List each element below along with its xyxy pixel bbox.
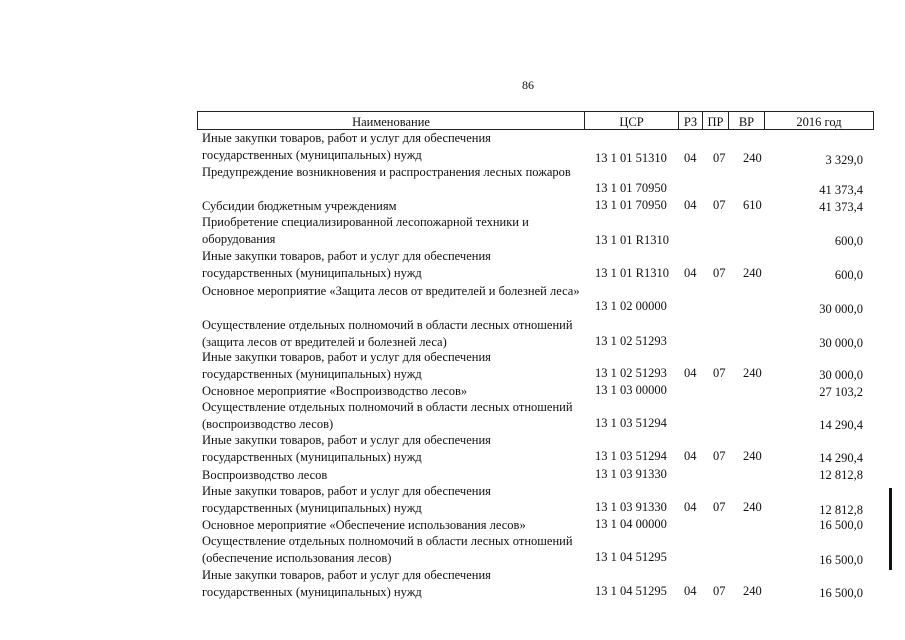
row-vr: 240 — [743, 151, 762, 165]
row-vr: 240 — [743, 500, 762, 514]
row-vr: 240 — [743, 266, 762, 280]
row-amount: 600,0 — [834, 268, 863, 282]
row-name: Приобретение специализированной лесопожарной техники и оборудования — [202, 215, 529, 246]
row-rz: 04 — [684, 198, 697, 212]
header-name: Наименование — [197, 111, 585, 130]
row-pr: 07 — [713, 266, 726, 280]
row-name: Субсидии бюджетным учреждениям — [202, 199, 397, 213]
row-csr: 13 1 01 70950 — [595, 181, 667, 195]
row-pr: 07 — [713, 198, 726, 212]
row-csr: 13 1 01 51310 — [595, 151, 667, 165]
row-csr: 13 1 03 51294 — [595, 449, 667, 463]
row-amount: 16 500,0 — [819, 518, 863, 532]
row-vr: 240 — [743, 584, 762, 598]
page-number: 86 — [522, 78, 534, 92]
row-name: Основное мероприятие «Обеспечение использования лесов» — [202, 518, 526, 532]
header-vr: ВР — [729, 111, 765, 130]
row-pr: 07 — [713, 449, 726, 463]
row-csr: 13 1 02 00000 — [595, 299, 667, 313]
row-name: Иные закупки товаров, работ и услуг для обеспечения государственных (муниципальных) нужд — [202, 249, 491, 280]
row-pr: 07 — [713, 500, 726, 514]
row-name: Осуществление отдельных полномочий в области лесных отношений (обеспечение использования лесов) — [202, 534, 573, 565]
row-amount: 14 290,4 — [819, 418, 863, 432]
row-amount: 14 290,4 — [819, 451, 863, 465]
scan-edge-mark — [889, 488, 892, 570]
row-name: Воспроизводство лесов — [202, 468, 328, 482]
header-pr: ПР — [703, 111, 729, 130]
row-amount: 12 812,8 — [819, 468, 863, 482]
row-vr: 240 — [743, 449, 762, 463]
row-pr: 07 — [713, 584, 726, 598]
row-name: Иные закупки товаров, работ и услуг для обеспечения государственных (муниципальных) нужд — [202, 350, 491, 381]
row-csr: 13 1 01 R1310 — [595, 266, 669, 280]
row-name: Основное мероприятие «Воспроизводство лесов» — [202, 384, 468, 398]
row-name: Осуществление отдельных полномочий в области лесных отношений (воспроизводство лесов) — [202, 400, 573, 431]
row-amount: 30 000,0 — [819, 302, 863, 316]
row-amount: 16 500,0 — [819, 586, 863, 600]
row-csr: 13 1 04 51295 — [595, 584, 667, 598]
row-rz: 04 — [684, 584, 697, 598]
row-pr: 07 — [713, 366, 726, 380]
header-rz: РЗ — [679, 111, 703, 130]
row-amount: 30 000,0 — [819, 368, 863, 382]
row-rz: 04 — [684, 266, 697, 280]
row-csr: 13 1 03 91330 — [595, 500, 667, 514]
row-csr: 13 1 01 70950 — [595, 198, 667, 212]
row-vr: 610 — [743, 198, 762, 212]
row-csr: 13 1 03 91330 — [595, 467, 667, 481]
row-csr: 13 1 03 51294 — [595, 416, 667, 430]
header-year: 2016 год — [765, 111, 874, 130]
row-pr: 07 — [713, 151, 726, 165]
row-amount: 12 812,8 — [819, 503, 863, 517]
row-amount: 30 000,0 — [819, 336, 863, 350]
row-rz: 04 — [684, 449, 697, 463]
row-name: Основное мероприятие «Защита лесов от вредителей и болезней леса» — [202, 284, 580, 298]
row-name: Предупреждение возникновения и распространения лесных пожаров — [202, 165, 571, 179]
row-vr: 240 — [743, 366, 762, 380]
row-csr: 13 1 01 R1310 — [595, 233, 669, 247]
row-rz: 04 — [684, 366, 697, 380]
header-csr: ЦСР — [585, 111, 679, 130]
row-rz: 04 — [684, 151, 697, 165]
row-name: Иные закупки товаров, работ и услуг для обеспечения государственных (муниципальных) нужд — [202, 131, 491, 162]
row-csr: 13 1 02 51293 — [595, 334, 667, 348]
row-amount: 27 103,2 — [819, 385, 863, 399]
row-name: Иные закупки товаров, работ и услуг для обеспечения государственных (муниципальных) нужд — [202, 568, 491, 599]
row-amount: 600,0 — [834, 234, 863, 248]
row-amount: 16 500,0 — [819, 553, 863, 567]
row-amount: 41 373,4 — [819, 183, 863, 197]
row-name: Осуществление отдельных полномочий в области лесных отношений (защита лесов от вредителей и болезней леса) — [202, 318, 573, 349]
row-csr: 13 1 04 51295 — [595, 550, 667, 564]
row-csr: 13 1 03 00000 — [595, 383, 667, 397]
row-name: Иные закупки товаров, работ и услуг для обеспечения государственных (муниципальных) нужд — [202, 484, 491, 515]
row-name: Иные закупки товаров, работ и услуг для обеспечения государственных (муниципальных) нужд — [202, 433, 491, 464]
row-csr: 13 1 04 00000 — [595, 517, 667, 531]
row-amount: 41 373,4 — [819, 200, 863, 214]
row-csr: 13 1 02 51293 — [595, 366, 667, 380]
row-amount: 3 329,0 — [825, 153, 863, 167]
row-rz: 04 — [684, 500, 697, 514]
